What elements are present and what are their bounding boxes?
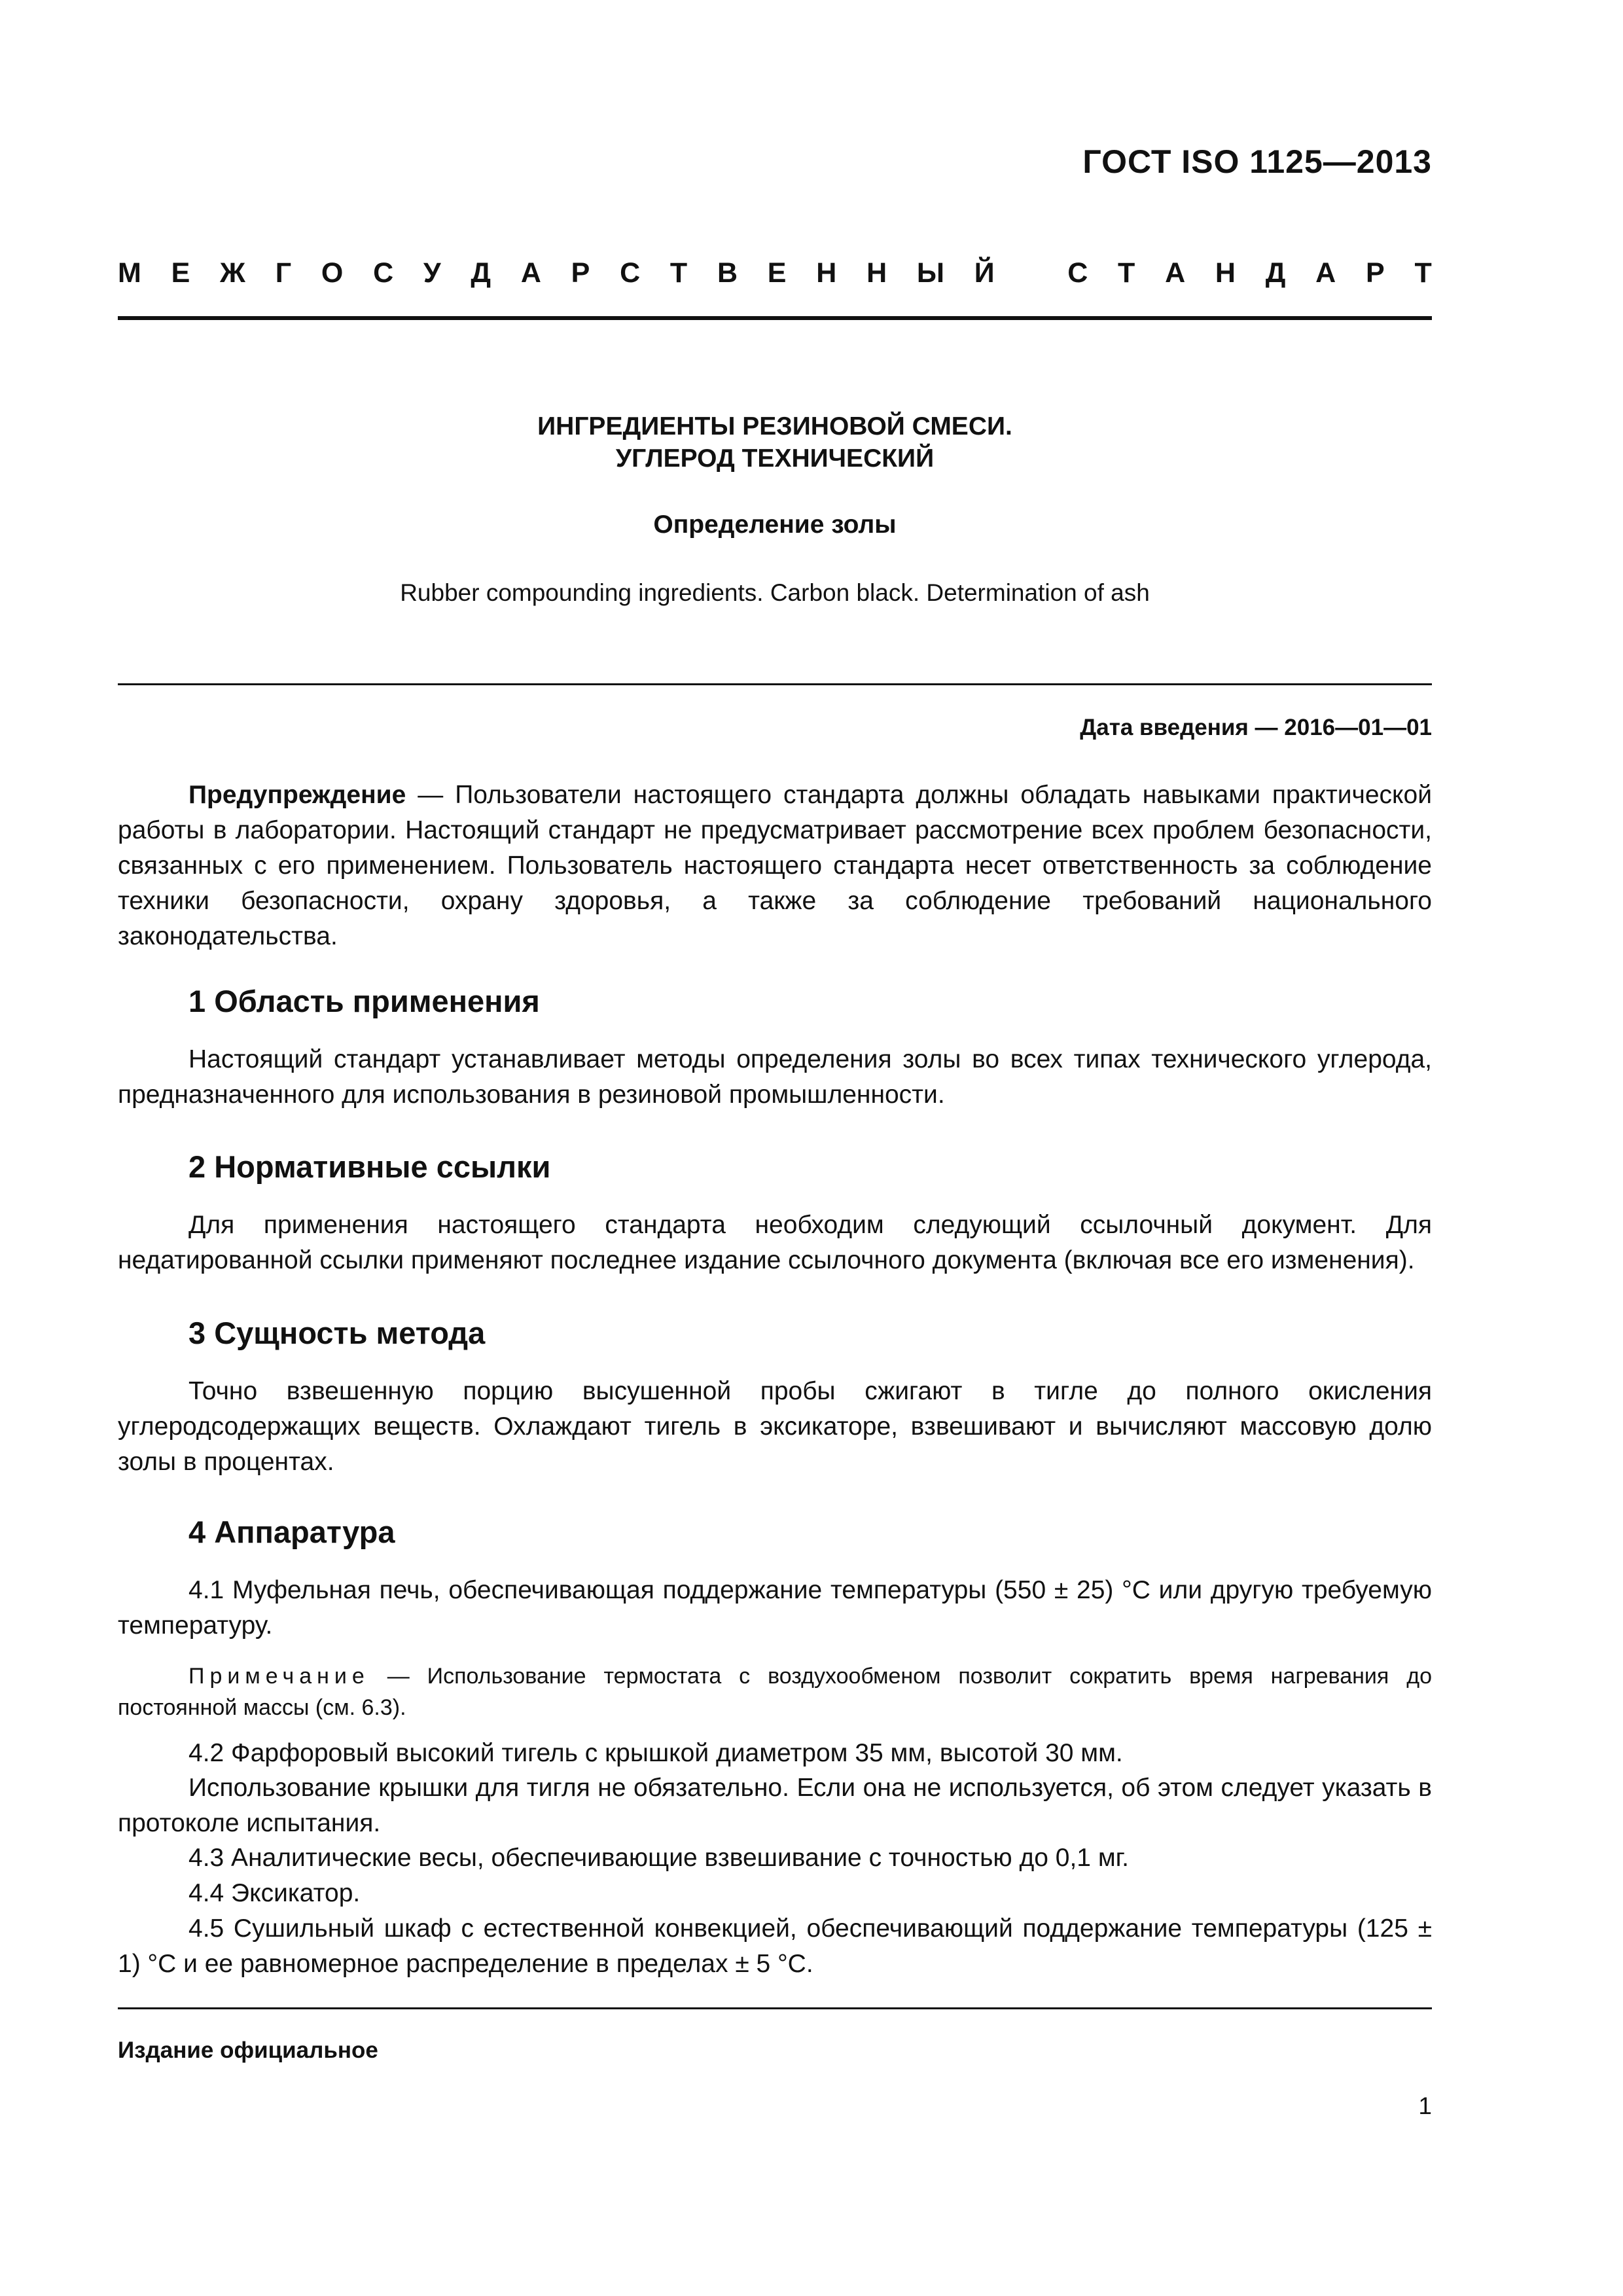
section-4-heading: 4 Аппаратура [188,1515,395,1549]
banner-letter: Ж [220,257,245,289]
standard-id: ГОСТ ISO 1125—2013 [1082,143,1432,180]
clause-4-4: 4.4 Эксикатор. [188,1879,361,1907]
page-number: 1 [1418,2092,1432,2119]
warning-label: Предупреждение [188,781,406,809]
standard-type-banner [118,257,1432,289]
english-title: Rubber compounding ingredients. Carbon black. Determination of ash [400,579,1150,606]
banner-letter: С [620,257,641,289]
clause-4-2: 4.2 Фарфоровый высокий тигель с крышкой диаметром 35 мм, высотой 30 мм. [188,1739,1123,1767]
warning-paragraph [118,778,1432,954]
note-paragraph [118,1660,1432,1723]
title-line-1: ИНГРЕДИЕНТЫ РЕЗИНОВОЙ СМЕСИ. [537,412,1012,440]
banner-letter: Г [275,257,292,289]
header-divider [118,316,1432,320]
banner-letter: С [1067,257,1088,289]
footer-divider [118,2007,1432,2009]
section-3-heading: 3 Сущность метода [188,1316,486,1350]
banner-letter: Р [1365,257,1385,289]
banner-letter: Н [866,257,887,289]
banner-letter: А [1315,257,1336,289]
banner-letter: Н [1215,257,1236,289]
banner-letter: Т [1118,257,1135,289]
section-1-text: Настоящий стандарт устанавливает методы определения золы во всех типах технического углерода, предназначенного для использования в резиновой промышленности. [118,1045,1432,1109]
title-line-2: УГЛЕРОД ТЕХНИЧЕСКИЙ [615,444,935,473]
section-1-heading: 1 Область применения [188,984,540,1018]
section-2-heading: 2 Нормативные ссылки [188,1149,551,1184]
banner-letter: Е [767,257,787,289]
banner-letter: Й [974,257,995,289]
title-divider [118,683,1432,685]
banner-letter: Р [571,257,590,289]
banner-letter: А [1165,257,1186,289]
banner-letter: У [423,257,441,289]
banner-letter: Т [1414,257,1432,289]
banner-letter: Ы [916,257,945,289]
official-edition-label: Издание официальное [118,2037,378,2063]
clause-4-5: 4.5 Сушильный шкаф с естественной конвекцией, обеспечивающий поддержание температуры (125 ± 1) °С и ее равномерное распределение в пределах ± 5 °С. [118,1914,1432,1978]
section-2-text: Для применения настоящего стандарта необходим следующий ссылочный документ. Для недатированной ссылки применяют последнее издание ссылочного документа (включая все его изменения). [118,1211,1432,1274]
banner-letter: О [321,257,344,289]
clause-4-2-note: Использование крышки для тигля не обязательно. Если она не используется, об этом следует указать в протоколе испытания. [118,1774,1432,1837]
clause-4-1: 4.1 Муфельная печь, обеспечивающая поддержание температуры (550 ± 25) °С или другую требуемую температуру. [118,1576,1432,1640]
clause-4-3: 4.3 Аналитические весы, обеспечивающие взвешивание с точностью до 0,1 мг. [188,1844,1129,1872]
introduction-date: Дата введения — 2016—01—01 [1080,715,1432,740]
banner-letter: С [373,257,394,289]
banner-letter: Д [471,257,491,289]
note-label: Примечание [188,1664,370,1689]
banner-letter: Т [669,257,688,289]
warning-text: — Пользователи настоящего стандарта должны обладать навыками практической работы в лаборатории. Настоящий стандарт не предусматривает рассмотрение всех проблем безопасности, связанных с его применением. Пользователь настоящего стандарта несет ответственность за соблюдение техники безопасности, охрану здоровья, а также за соблюдение требований национального законодательства. [118,781,1432,950]
document-subtitle: Определение золы [653,511,897,539]
banner-letter [1024,257,1037,289]
banner-letter: А [520,257,541,289]
banner-letter: М [118,257,141,289]
banner-letter: Н [816,257,837,289]
banner-letter: Е [171,257,190,289]
section-3-text: Точно взвешенную порцию высушенной пробы сжигают в тигле до полного окисления углеродсодержащих веществ. Охлаждают тигель в эксикаторе, взвешивают и вычисляют массовую долю золы в процентах. [118,1377,1432,1476]
note-text: — Использование термостата с воздухообменом позволит сократить время нагревания до постоянной массы (см. 6.3). [118,1664,1432,1720]
banner-letter: В [717,257,738,289]
banner-letter: Д [1265,257,1286,289]
